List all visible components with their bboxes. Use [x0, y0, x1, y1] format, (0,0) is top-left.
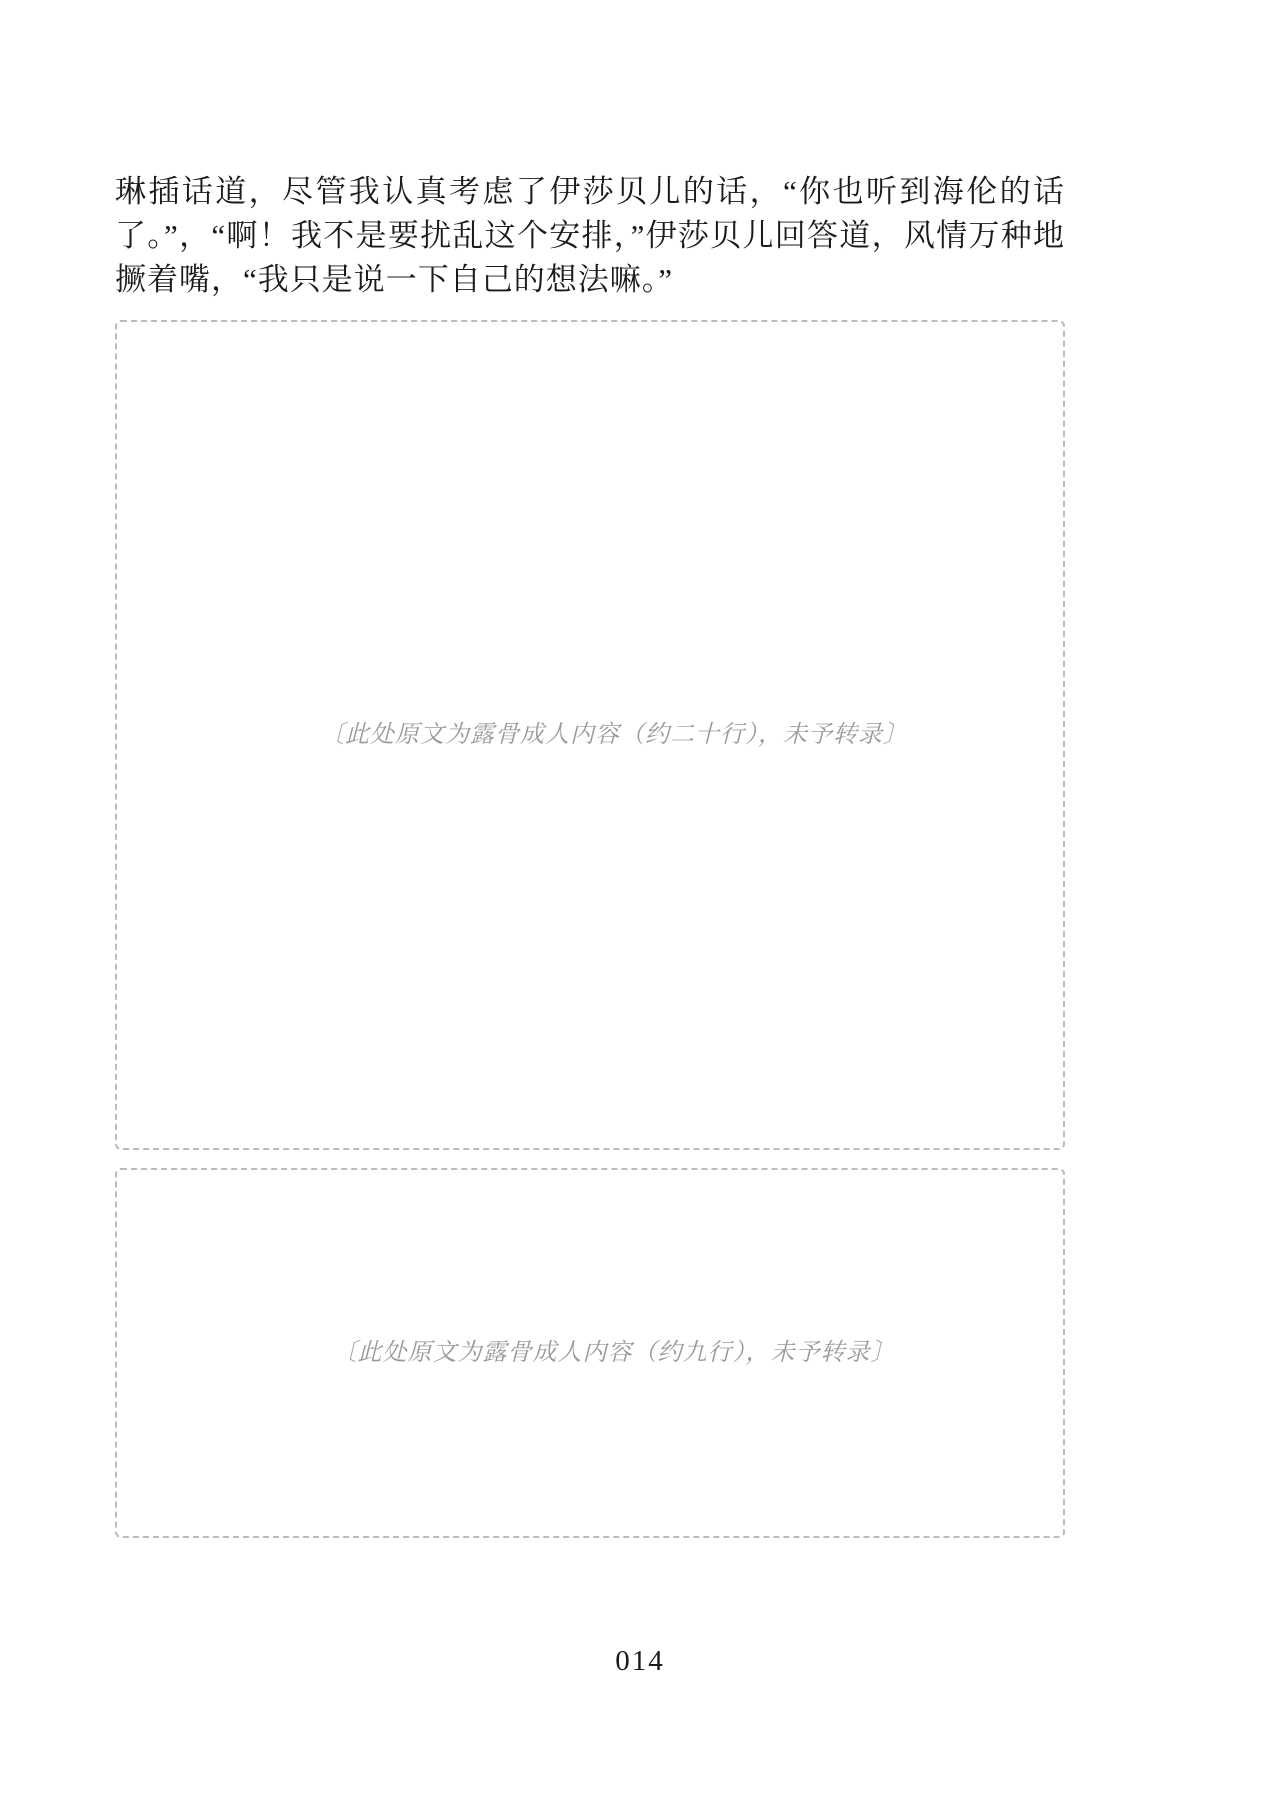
page-number: 014: [615, 1645, 665, 1677]
page-text-block: [115, 170, 1065, 1556]
paragraph: 琳插话道，尽管我认真考虑了伊莎贝儿的话，“你也听到海伦的话了。”，“啊！我不是要扰乱这个安排，”伊莎贝儿回答道，风情万种地撅着嘴，“我只是说一下自己的想法嘛。”: [115, 174, 1065, 297]
paragraph-redacted: 〔此处原文为露骨成人内容（约九行），未予转录〕: [115, 1168, 1065, 1538]
paragraph-redacted: 〔此处原文为露骨成人内容（约二十行），未予转录〕: [115, 320, 1065, 1150]
